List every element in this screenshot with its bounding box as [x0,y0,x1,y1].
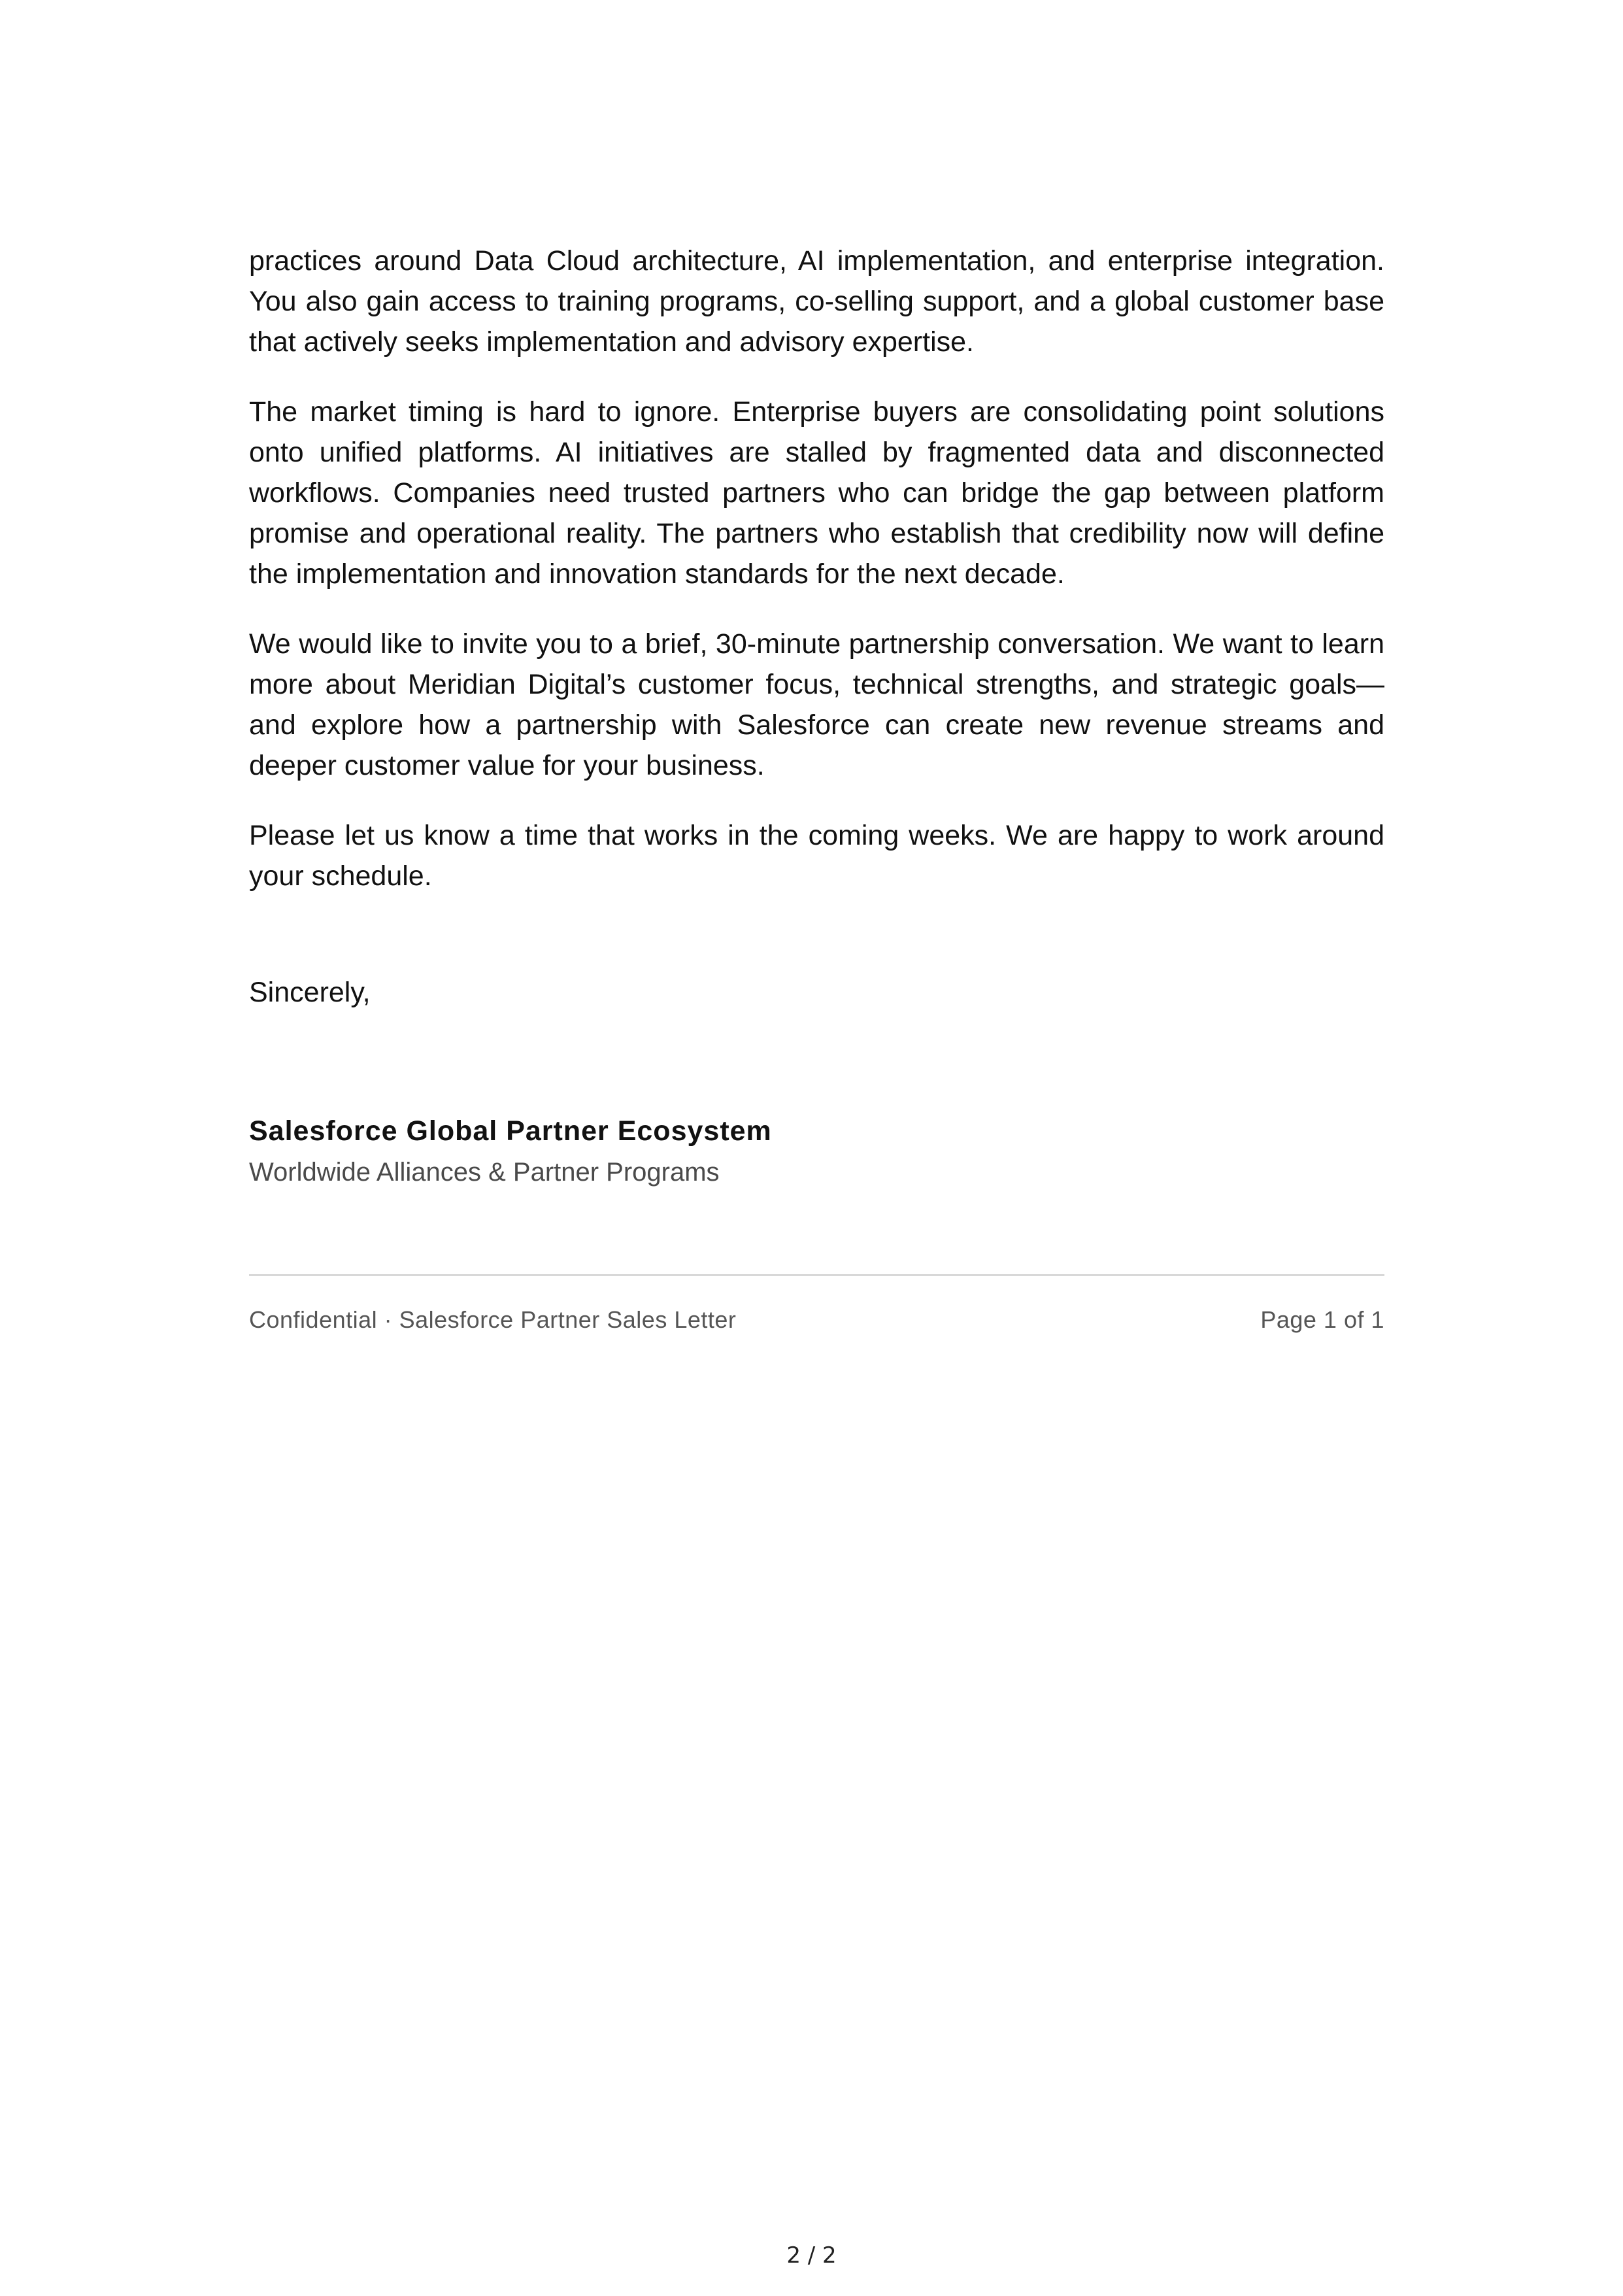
document-footer [249,1304,1384,1336]
body-paragraph: Please let us know a time that works in the coming weeks. We are happy to work around your schedule. [249,820,1384,892]
letter-body [249,241,1384,1336]
signature-name: Salesforce Global Partner Ecosystem [249,1115,772,1147]
footer-page-number: Page 1 of 1 [1260,1306,1384,1333]
body-paragraph: The market timing is hard to ignore. Enterprise buyers are consolidating point solutions onto unified platforms. AI initiatives are stalled by fragmented data and disconnected workflows. Companies need trusted partners who can bridge the gap between platform promise and operational reality. The partners who establish that credibility now will define the implementation and innovation standards for the next decade. [249,396,1384,590]
body-paragraph: We would like to invite you to a brief, 30-minute partnership conversation. We want to learn more about Meridian Digital’s customer focus, technical strengths, and strategic goals—and explore how a partnership with Salesforce can create new revenue streams and deeper customer value for your business. [249,628,1384,781]
closing-salutation: Sincerely, [249,977,371,1008]
footer-divider [249,1274,1384,1276]
viewer-page-indicator: 2 / 2 [786,2242,837,2269]
footer-confidential-label: Confidential · Salesforce Partner Sales Letter [249,1306,737,1333]
signature-title: Worldwide Alliances & Partner Programs [249,1158,720,1187]
body-paragraph: practices around Data Cloud architecture, AI implementation, and enterprise integration. You also gain access to training programs, co-selling support, and a global customer base that actively seeks implementation and advisory expertise. [249,245,1384,358]
